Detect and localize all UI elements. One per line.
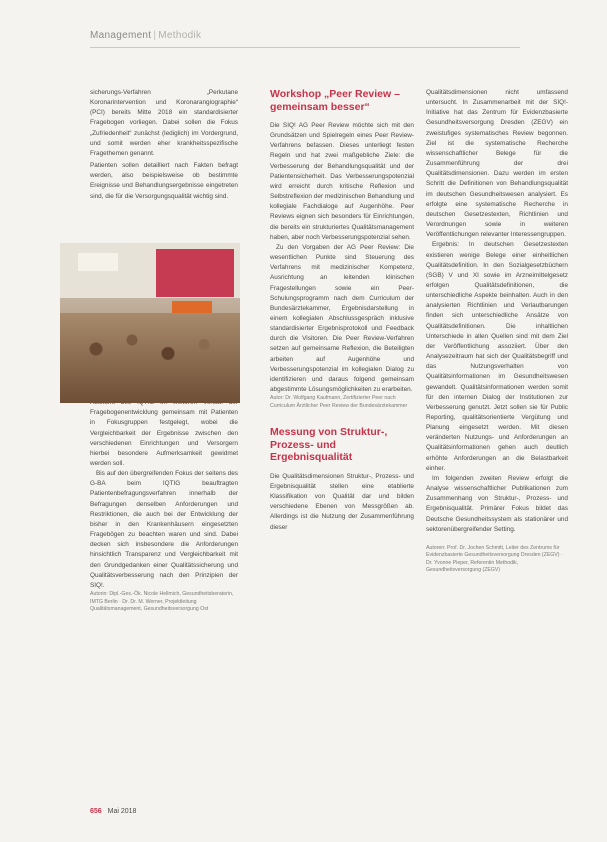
photo-banner (156, 249, 234, 297)
issue-date: Mai 2018 (107, 808, 137, 815)
page-number: 656 (90, 808, 102, 815)
section-name: Management (90, 30, 152, 41)
col1-paragraph-3: Fragebogenentwicklung gemeinsam mit Patienten in Fokusgruppen festgelegt, wobei die Vergleichbarkeit der Ergebnisse zwischen den verschiedenen Einrichtungen und Versorgern hierbei besondere Aufmerksamkeit gewidmet werden soll. (90, 409, 238, 467)
col2-caption: Autor: Dr. Wolfgang Kaufmann, Zertifizierter Peer nach Curriculum Ärztlicher Peer Review der Bundesärztekammer (270, 395, 408, 409)
col1-paragraph-4: Bis auf den übergreifenden Fokus der seitens des G-BA beim IQTIG beauftragten Patientenbefragungsverfahren innerhalb der Befragungen denselben Anforderungen und Restriktionen, die auch bei der Entwicklung der bisher in den Krankenhäusern eingesetzten Fragebögen zu beachten waren und sind. Dabei decken sich insbesondere die Anforderungen hinsichtlich Transparenz und Vergleichbarkeit mit den Grundgedanken einer Qualitätssicherung und Qualitätsverbesserung nach den Prinzipien der SIQ!. (90, 470, 238, 589)
section-separator: | (153, 30, 157, 41)
col3-authors: Autoren: Prof. Dr. Jochen Schmitt, Leiter des Zentrums für Evidenzbasierte Gesundheitsversorgung Dresden (ZEGV) · Dr. Yvonne Pieper, Referentin Methodik, Gesundheitsversorgung (ZEGV) (426, 544, 563, 574)
page-footer (90, 808, 136, 815)
col3-paragraph-2: Ergebnis: In deutschen Gesetzestexten existieren wenige Belege einer einheitlichen Qualitätsdefinition. In den Sozialgesetzbüchern (SGB) V und XI sowie im Arzneimittelgesetz erfolgen Qualitätsdefinitionen, die unterschiedliche Aspekte beinhalten. Auch in den analysierten Richtlinien und Verlautbarungen finden sich unterschiedliche Ansätze von Qualitätsdefinitionen. Die inhaltlichen Unterschiede in allen Quellen sind mit dem Ziel der Veröffentlichung assoziiert. Über den Analysezeitraum hat sich der Qualitätsbegriff und das Nutzungsverhalten von Qualitätsinformationen im Gesundheitswesen gewandelt. Qualitätsinformationen werden somit für den internen Dialog der Institutionen zur Verbesserung genutzt. Jetzt sollen sie für Public Reporting, qualitätsorientierte Vergütung und Planung eingesetzt werden. Mit diesen veränderten Nutzungs- und Anforderungen an Qualitätsinformationen gehen auch deutlich erhöhte Anforderungen an die Belastbarkeit einher. (426, 241, 568, 472)
column-2 (270, 88, 414, 533)
heading-peer-review: Workshop „Peer Review – gemeinsam besser“ (270, 88, 400, 113)
section-label (90, 30, 201, 41)
header-rule (90, 47, 520, 48)
col1-paragraph-2: Patienten sollen detailliert nach Fakten befragt werden, also beispielsweise ob bestimmte Ereignisse und Behandlungsergebnisse eingetreten sind, die für die Versorgungsqualität wichtig sind. (90, 162, 238, 200)
photo-audience (60, 313, 240, 403)
col2-paragraph-1: Die SIQ! AG Peer Review möchte sich mit den Grundsätzen und Spielregeln eines Peer Review-Verfahrens befassen. Dieses unterliegt festen Regeln und hat zwei maßgebliche Ziele: die Verbesserung der Behandlungsqualität und der Patientensicherheit. Das Verbesserungspotenzial wird erreicht durch kritische Reflexion und Selbstreflexion der medizinischen Behandlung und kollegiale Fachdialoge auf Augenhöhe. Peer Reviews eignen sich besonders für Einrichtungen, die bereits ein strukturiertes Qualitätsmanagement haben, aber noch Verbesserungspotenzial sehen. (270, 122, 414, 241)
workshop-photo (60, 243, 240, 403)
col1-authors: Autorin: Dipl.-Ges.-Ök. Nicole Hellmich, Gesundheitsberaterin, IMTG Berlin · Dr. Dr. M. Werner, Projektleitung Qualitätsmanagement, Gesundheitsversorgung Ost (90, 591, 234, 612)
col2-paragraph-2: Zu den Vorgaben der AG Peer Review: Die wesentlichen Punkte sind Steuerung des Verfahrens mit medizinischer Kompetenz, Ausrichtung an leitenden klinischen Fragestellungen sowie ein Peer-Schulungsprogramm nach dem Curriculum der Bundesärztekammer, Ergebnisdarstellung in einem kollegialen Abschlussgespräch inklusive standardisierter Ergebnisprotokoll und Feedback durch die Visitoren. Die Peer Review-Verfahren setzen auf gemeinsame Reflexion, die Beteiligten arbeiten auf Augenhöhe und Verbesserungspotenzial im kollegialen Dialog zu identifizieren und daraus folgend gemeinsam abgestimmte Lösungsmöglichkeiten zu erarbeiten. (270, 243, 414, 394)
col2-paragraph-3: Die Qualitätsdimensionen Struktur-, Prozess- und Ergebnisqualität stellen eine etablierte Klassifikation von Qualität dar und bilden verschiedene Ebenen von Messgrößen ab. Allerdings ist die Nutzung der Zusammenführung dieser (270, 472, 414, 531)
subsection-name: Methodik (158, 30, 202, 41)
heading-qualitaet: Messung von Struktur-, Prozess- und Ergebnisqualität (270, 426, 388, 464)
col1-paragraph-1: sicherungs-Verfahren „Perkutane Koronarintervention und Koronarangiographie“ (PCI) bereits Mitte 2018 ein standardisierter Fragebogen vorliegen. Dabei sollen die Fokus „Zufriedenheit“ zunächst (lediglich) im Vordergrund, und somit werden eher krankheitsspezifische Fragethemen genannt. (90, 89, 238, 157)
column-3 (426, 88, 568, 575)
col3-paragraph-1: Qualitätsdimensionen nicht umfassend untersucht. In Zusammenarbeit mit der SIQ!-Initiative hat das Zentrum für Evidenzbasierte Gesundheitsversorgung Dresden (ZEGV) ein zweistufiges systematisches Review begonnen. Ziel ist die systematische Recherche wissenschaftlicher Belege für die Zusammenführung der drei Qualitätsdimensionen. Dazu werden im ersten Schritt die Definitionen von Behandlungsqualität im deutschen Gesundheitswesen analysiert. Es erfolgte eine systematische Recherche in deutschen Gesetzestexten, Richtlinien und Verordnungen sowie in weiteren Veröffentlichungen relevanter Interessengruppen. (426, 89, 568, 239)
photo-window (78, 253, 118, 271)
col3-paragraph-3: Im folgenden zweiten Review erfolgt die Analyse wissenschaftlicher Publikationen zum Zusammenhang von Struktur-, Prozess- und Ergebnisqualität. Primärer Fokus bildet das Deutsche Gesundheitssystem als stationärer und sektorenübergreifender Setting. (426, 474, 568, 533)
